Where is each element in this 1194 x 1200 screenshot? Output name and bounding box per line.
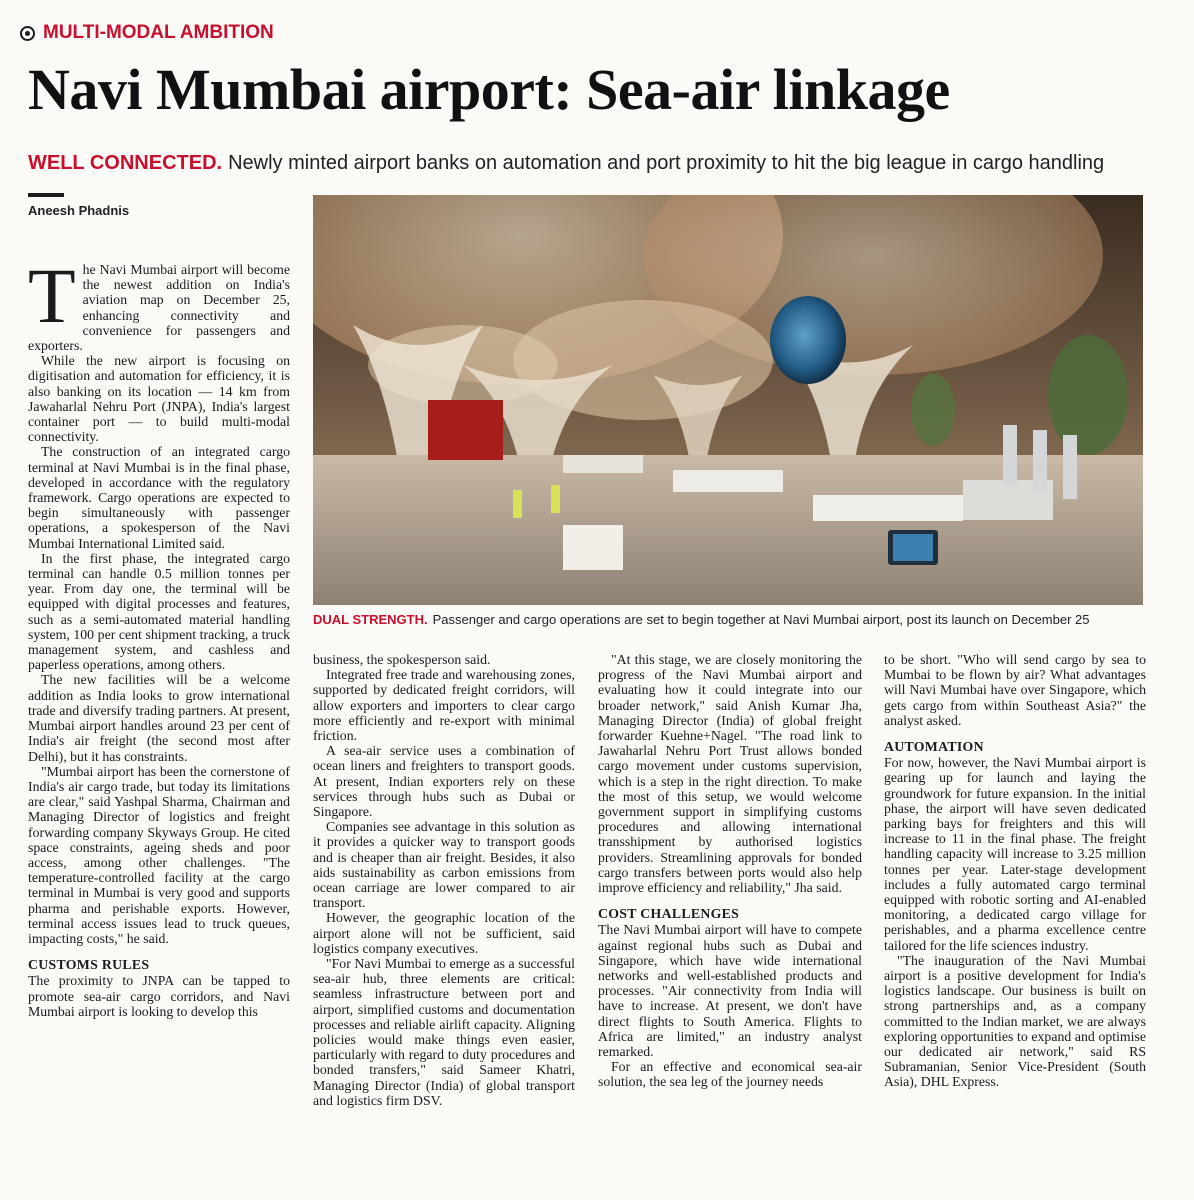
section-kicker	[20, 18, 274, 48]
paragraph: For now, however, the Navi Mumbai airport is gearing up for launch and laying the groundwork for future expansion. In the initial phase, the airport will have seven dedicated parking bays for freighters and this will increase to 11 in the final phase. The freight handling capacity will increase to 3.25 million tonnes per year. Later-stage development includes a fully automated cargo terminal equipped with robotic sorting and AI-enabled monitoring, a dedicated cargo village for perishables, and a pharma excellence centre tailored for the life sciences industry.	[884, 755, 1146, 953]
terminal-illustration	[313, 195, 1143, 605]
deck	[28, 149, 1104, 177]
paragraph: The construction of an integrated cargo terminal at Navi Mumbai is in the final phase, developed in accordance with the regulatory framework. Cargo operations are expected to begin simultaneously with passenger operations, a spokesperson of the Navi Mumbai International Limited said.	[28, 444, 290, 551]
paragraph: to be short. "Who will send cargo by sea to Mumbai to be flown by air? What advantages will Navi Mumbai have over Singapore, which gets cargo from within Southeast Asia?" the analyst asked.	[884, 652, 1146, 728]
article-column-1	[28, 252, 290, 1019]
caption-text: Passenger and cargo operations are set to begin together at Navi Mumbai airport, post its launch on December 25	[432, 612, 1090, 627]
deck-text: Newly minted airport banks on automation and port proximity to hit the big league in cargo handling	[228, 152, 1105, 174]
paragraph: "At this stage, we are closely monitoring the progress of the Navi Mumbai airport and evaluating how it could integrate into our broader network," said Anish Kumar Jha, Managing Director (India) of global freight forwarder Kuehne+Nagel. "The road link to Jawaharlal Nehru Port Trust allows bonded cargo movement under customs supervision, which is a step in the right direction. To make the most of this setup, we would welcome government support in simplifying customs procedures and allowing international transshipment by authorised logistics providers. Streamlining approvals for bonded cargo transfers between ports would also help improve efficiency and reliability," Jha said.	[598, 652, 862, 896]
paragraph: The new facilities will be a welcome addition as India looks to grow international trade and diversify trading partners. At present, Mumbai airport handles around 23 per cent of India's air freight (the second most after Delhi), but it has constraints.	[28, 672, 290, 764]
paragraph: For an effective and economical sea-air solution, the sea leg of the journey needs	[598, 1059, 862, 1090]
kicker-label: MULTI-MODAL AMBITION	[43, 22, 274, 43]
caption-label: DUAL STRENGTH.	[313, 612, 428, 627]
byline-rule	[28, 193, 64, 197]
subhead-automation: AUTOMATION	[884, 739, 984, 755]
paragraph	[28, 252, 290, 354]
radio-target-icon	[20, 26, 35, 41]
paragraph: "The inauguration of the Navi Mumbai airport is a positive development for India's logistics landscape. Our business is built on strong partnerships and, as a company committed to the Indian market, we are always exploring opportunities to expand and optimise our dedicated air network," said RS Subramanian, Senior Vice-President (South Asia), DHL Express.	[884, 952, 1146, 1090]
byline: Aneesh Phadnis	[28, 203, 130, 218]
paragraph: "Mumbai airport has been the cornerstone of India's air cargo trade, but today its limitations are clear," said Yashpal Sharma, Chairman and Managing Director of logistics and freight forwarding company Skyways Group. He cited space constraints, ageing sheds and poor access, among other challenges. "The temperature-controlled facility at the cargo terminal in Mumbai is very good and supports pharma and perishable exports. However, terminal access issues lead to truck queues, impacting costs," he said.	[28, 763, 290, 946]
photo-caption	[313, 610, 1173, 630]
terminal-photo	[313, 195, 1143, 605]
paragraph: A sea-air service uses a combination of ocean liners and freighters to transport goods. At present, Indian exporters rely on these services through hubs such as Dubai or Singapore.	[313, 743, 575, 820]
subhead-customs-rules: CUSTOMS RULES	[28, 957, 150, 973]
paragraph-text: he Navi Mumbai airport will become the newest addition on India's aviation map on December 25, enhancing connectivity and convenience for passengers and exporters.	[28, 262, 290, 354]
drop-cap: T	[28, 252, 76, 339]
headline: Navi Mumbai airport: Sea-air linkage	[28, 57, 950, 122]
paragraph: business, the spokesperson said.	[313, 652, 491, 667]
paragraph: The proximity to JNPA can be tapped to promote sea-air cargo corridors, and Navi Mumbai airport is looking to develop this	[28, 973, 290, 1019]
article-column-3	[598, 652, 862, 1090]
article-column-2	[313, 652, 575, 1108]
paragraph: While the new airport is focusing on digitisation and automation for efficiency, it is also banking on its location — 14 km from Jawaharlal Nehru Port (JNPA), India's largest container port — to build multi-modal connectivity.	[28, 353, 290, 445]
paragraph: "For Navi Mumbai to emerge as a successful sea-air hub, three elements are critical: seamless infrastructure between port and airport, simplified customs and documentation processes and reliable airlift capacity. Aligning policies would make things even easier, particularly with regard to duty procedures and bonded transfers," said Sameer Khatri, Managing Director (India) of global transport and logistics firm DSV.	[313, 956, 575, 1108]
article-column-4	[884, 652, 1146, 1090]
paragraph: Integrated free trade and warehousing zones, supported by dedicated freight corridors, will allow exporters and importers to clear cargo more efficiently and re-export with minimal friction.	[313, 667, 575, 744]
paragraph: In the first phase, the integrated cargo terminal can handle 0.5 million tonnes per year. From day one, the terminal will be equipped with digital processes and features, such as a semi-automated material handling system, 100 per cent shipment tracking, a truck management system, and cashless and paperless operations, among others.	[28, 550, 290, 673]
paragraph: Companies see advantage in this solution as it provides a quicker way to transport goods and is cheaper than air freight. Besides, it also aids sustainability as carbon emissions from ocean carriage are lower compared to air transport.	[313, 819, 575, 911]
subhead-cost-challenges: COST CHALLENGES	[598, 906, 740, 922]
deck-label: WELL CONNECTED.	[28, 152, 223, 174]
paragraph: However, the geographic location of the airport alone will not be sufficient, said logistics company executives.	[313, 910, 575, 956]
paragraph: The Navi Mumbai airport will have to compete against regional hubs such as Dubai and Singapore, which have wide international networks and well-established products and processes. "Air connectivity from India will have to increase. At present, we don't have direct flights to South America. Flights to Africa are limited," an industry analyst remarked.	[598, 922, 862, 1060]
